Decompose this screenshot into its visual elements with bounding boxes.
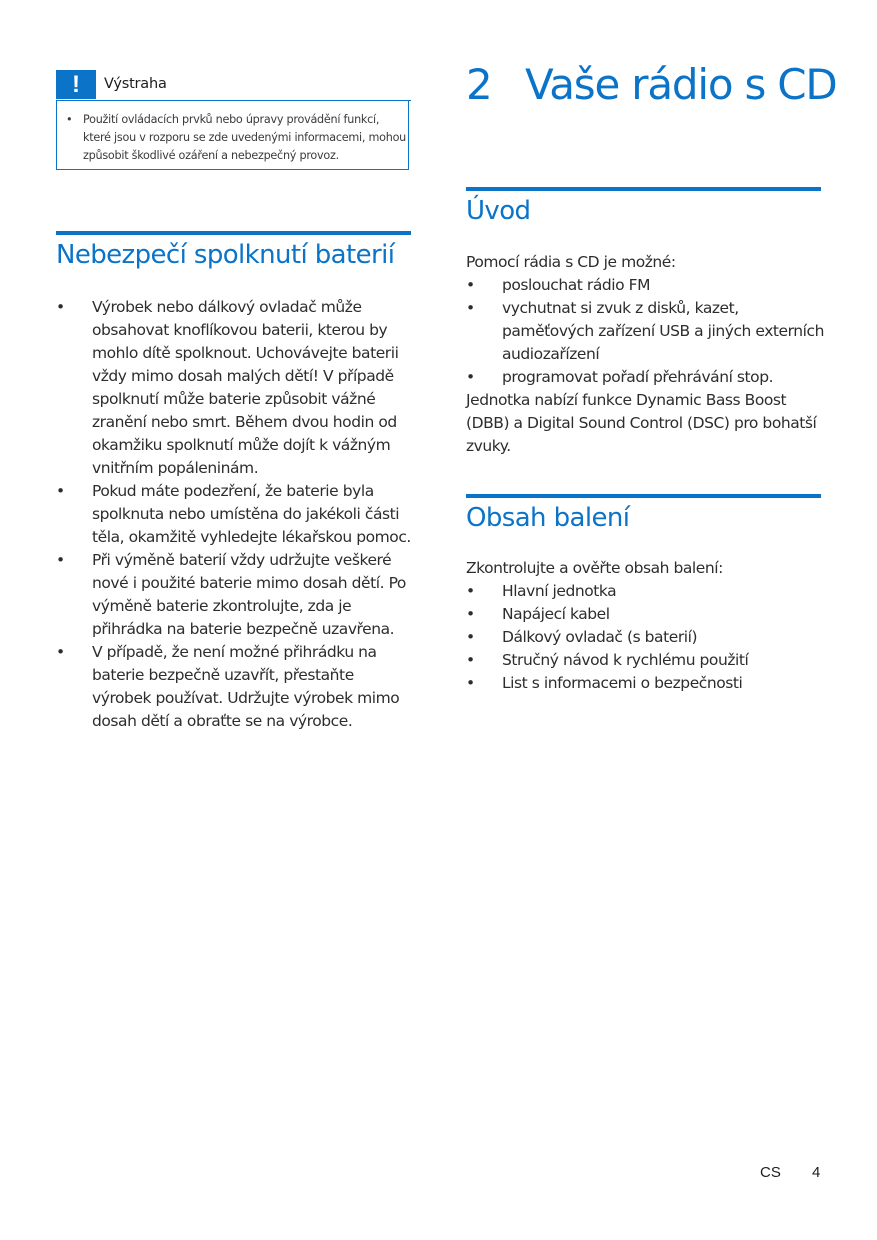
contents-item: • Hlavní jednotka xyxy=(466,580,824,603)
contents-section-rule xyxy=(466,494,821,498)
battery-section-title: Nebezpečí spolknutí baterií xyxy=(56,240,395,270)
intro-item: • poslouchat rádio FM xyxy=(466,274,824,297)
battery-section-rule xyxy=(56,231,411,235)
battery-list xyxy=(56,296,414,733)
intro-item: • programovat pořadí přehrávání stop. xyxy=(466,366,824,389)
chapter-title: Vaše rádio s CD xyxy=(525,60,837,109)
battery-item: • Výrobek nebo dálkový ovladač může obsahovat knoflíkovou baterii, kterou by mohlo dítě spolknout. Uchovávejte baterii vždy mimo dosah malých dětí! V případě spolknutí může baterie způsobit vážné zranění nebo smrt. Během dvou hodin od okamžiku spolknutí může dojít k vážným vnitřním popáleninám. xyxy=(56,296,414,480)
contents-lead: Zkontrolujte a ověřte obsah balení: xyxy=(466,559,723,577)
warning-title: Výstraha xyxy=(104,76,167,92)
battery-item: • Při výměně baterií vždy udržujte veškeré nové i použité baterie mimo dosah dětí. Po výměně baterie zkontrolujte, zda je přihrádka na baterie bezpečně uzavřena. xyxy=(56,549,414,641)
battery-item: • V případě, že není možné přihrádku na baterie bezpečně uzavřít, přestaňte výrobek používat. Udržujte výrobek mimo dosah dětí a obraťte se na výrobce. xyxy=(56,641,414,733)
warning-item: • Použití ovládacích prvků nebo úpravy provádění funkcí, které jsou v rozporu se zde uvedenými informacemi, mohou způsobit škodlivé ozáření a nebezpečný provoz. xyxy=(66,111,406,165)
contents-item: • Napájecí kabel xyxy=(466,603,824,626)
intro-section-rule xyxy=(466,187,821,191)
intro-section-title: Úvod xyxy=(466,196,531,226)
warning-icon: ! xyxy=(56,70,96,99)
intro-lead: Pomocí rádia s CD je možné: xyxy=(466,253,676,271)
contents-item: • List s informacemi o bezpečnosti xyxy=(466,672,824,695)
intro-closing: Jednotka nabízí funkce Dynamic Bass Boost (DBB) a Digital Sound Control (DSC) pro bohatší zvuky. xyxy=(466,391,817,455)
warning-list xyxy=(66,111,406,165)
contents-item: • Stručný návod k rychlému použití xyxy=(466,649,824,672)
chapter-number: 2 xyxy=(466,60,493,109)
intro-body xyxy=(466,251,824,458)
battery-item: • Pokud máte podezření, že baterie byla spolknuta nebo umístěna do jakékoli části těla, okamžitě vyhledejte lékařskou pomoc. xyxy=(56,480,414,549)
contents-body xyxy=(466,557,824,695)
footer-language: CS xyxy=(760,1164,781,1181)
footer-page-number: 4 xyxy=(812,1164,821,1181)
intro-item: • vychutnat si zvuk z disků, kazet, paměťových zařízení USB a jiných externích audiozařízení xyxy=(466,297,824,366)
contents-item: • Dálkový ovladač (s baterií) xyxy=(466,626,824,649)
contents-section-title: Obsah balení xyxy=(466,503,630,533)
